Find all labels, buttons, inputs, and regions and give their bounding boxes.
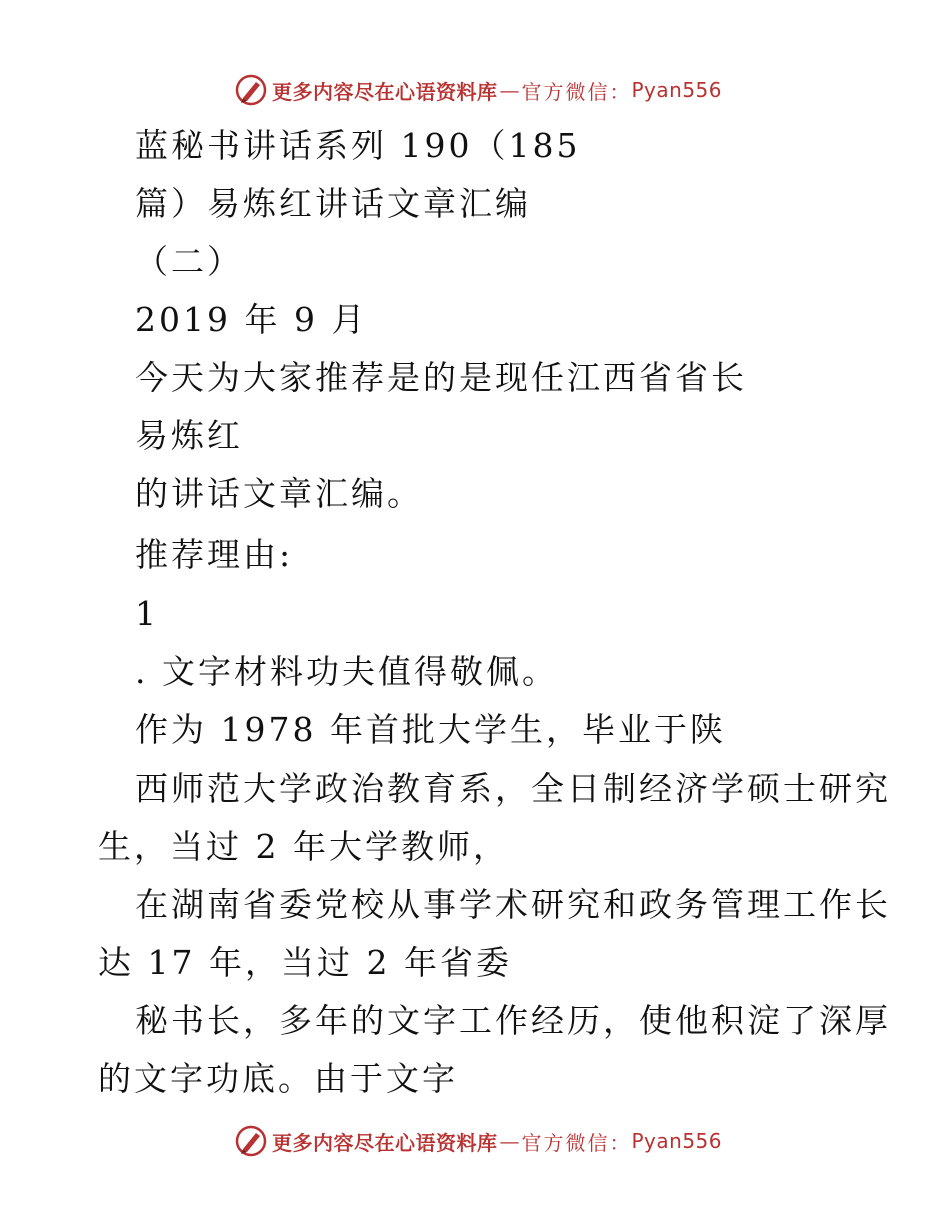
banner-official-label: 官方微信： (521, 79, 632, 104)
doc-line: 篇）易炼红讲话文章汇编 (135, 184, 531, 223)
header-watermark-banner (234, 73, 722, 107)
doc-line: 今天为大家推荐是的是现任江西省省长 (135, 358, 747, 397)
banner-main-text: 更多内容尽在心语资料库 (272, 1130, 498, 1155)
doc-line: 的文字功底。由于文字 (98, 1059, 458, 1098)
banner-dash: — (499, 1129, 520, 1153)
doc-line: 2019 年 9 月 (135, 300, 368, 339)
banner-wechat-id: Pyan556 (631, 78, 723, 102)
doc-line: 的讲话文章汇编。 (135, 474, 423, 513)
doc-line: . 文字材料功夫值得敬佩。 (135, 652, 558, 691)
doc-line: 达 17 年，当过 2 年省委 (98, 943, 512, 982)
doc-line: 秘书长，多年的文字工作经历，使他积淀了深厚 (135, 1001, 891, 1040)
doc-line: 推荐理由: (135, 535, 294, 574)
doc-line: 西师范大学政治教育系，全日制经济学硕士研究 (135, 769, 891, 808)
doc-line: 易炼红 (135, 416, 243, 455)
pen-circle-logo-icon (234, 1124, 268, 1158)
banner-official-label: 官方微信： (521, 1130, 632, 1155)
doc-line: 生，当过 2 年大学教师， (98, 827, 509, 866)
banner-wechat-id: Pyan556 (631, 1129, 723, 1153)
banner-dash: — (499, 78, 520, 102)
banner-main-text: 更多内容尽在心语资料库 (272, 79, 498, 104)
doc-line: 作为 1978 年首批大学生，毕业于陕 (135, 710, 726, 749)
doc-line: 蓝秘书讲话系列 190（185 (135, 126, 581, 165)
footer-watermark-banner (234, 1124, 722, 1158)
doc-line: 1 (135, 594, 159, 633)
doc-line: 在湖南省委党校从事学术研究和政务管理工作长 (135, 885, 891, 924)
doc-line: （二） (135, 242, 243, 281)
pen-circle-logo-icon (234, 73, 268, 107)
